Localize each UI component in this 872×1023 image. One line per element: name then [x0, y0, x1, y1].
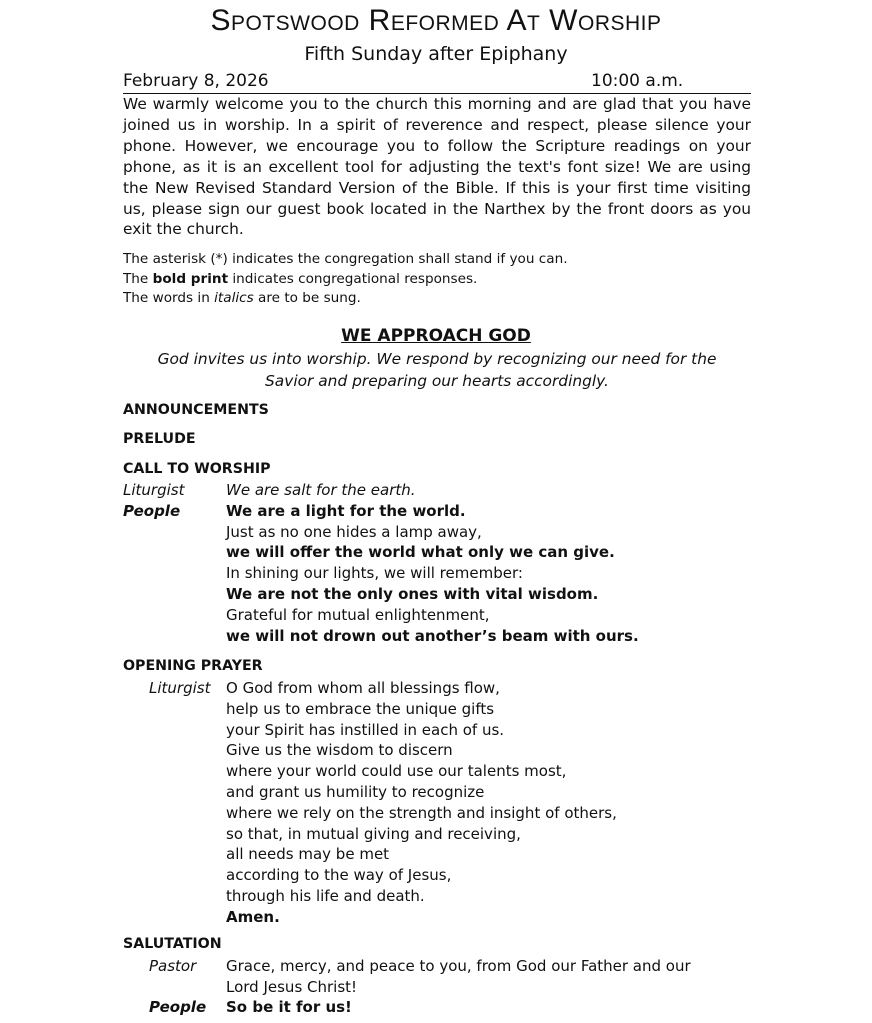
welcome-paragraph: We warmly welcome you to the church this morning and are glad that you have joined us in worship. In a spirit of reverence and respect, please silence your phone. However, we encourage you to follow the Scripture readings on your phone, as it is an excellent tool for adjusting the text's font size! We are using the New Revised Standard Version of the Bible. If this is your first time visiting us, please sign our guest book located in the Narthex by the front doors as you exit the church.: [123, 95, 751, 239]
liturgist-label: Liturgist: [149, 679, 211, 697]
prayer-line: Give us the wisdom to discern: [226, 741, 453, 760]
prayer-line: O God from whom all blessings flow,: [226, 679, 500, 697]
liturgy-line: In shining our lights, we will remember:: [226, 564, 523, 583]
service-time: 10:00 a.m.: [591, 71, 684, 91]
bold-note-prefix: The: [123, 270, 153, 287]
section-description-line: God invites us into worship. We respond by recognizing our need for the: [157, 350, 717, 368]
prayer-line: through his life and death.: [226, 886, 425, 905]
notation-notes: [123, 250, 568, 309]
salutation-pastor-lines: [226, 956, 756, 998]
response-line: we will offer the world what only we can give.: [226, 543, 615, 562]
bulletin-title: Spotswood Reformed At Worship: [210, 4, 662, 37]
section-title: WE APPROACH GOD: [341, 326, 531, 346]
pastor-label: Pastor: [149, 957, 197, 975]
prayer-line: help us to embrace the unique gifts: [226, 699, 495, 718]
prelude-heading: PRELUDE: [123, 431, 196, 447]
section-description-line: Savior and preparing our hearts accordingly.: [265, 372, 609, 390]
bulletin-subtitle: Fifth Sunday after Epiphany: [304, 43, 568, 65]
prayer-line: and grant us humility to recognize: [226, 782, 485, 801]
bold-note-keyword: bold print: [152, 270, 229, 287]
prayer-line: so that, in mutual giving and receiving,: [226, 824, 521, 843]
liturgy-line: Just as no one hides a lamp away,: [226, 522, 482, 541]
asterisk-note: The asterisk (*) indicates the congregation shall stand if you can.: [123, 251, 568, 267]
prayer-line: according to the way of Jesus,: [226, 866, 452, 885]
pastor-line: Lord Jesus Christ!: [226, 977, 358, 996]
amen-line: Amen.: [226, 907, 280, 926]
section-description: [123, 348, 751, 392]
italic-note: [123, 289, 568, 309]
response-line: We are not the only ones with vital wisdom.: [226, 584, 599, 603]
prayer-line: your Spirit has instilled in each of us.: [226, 720, 505, 739]
date-time-line: [123, 70, 751, 94]
bold-note: [123, 270, 568, 290]
prayer-line: where your world could use our talents most,: [226, 762, 567, 781]
response-line: we will not drown out another’s beam with ours.: [226, 626, 639, 645]
prayer-line: all needs may be met: [226, 845, 390, 864]
liturgy-line: We are salt for the earth.: [226, 481, 416, 499]
response-line: We are a light for the world.: [226, 501, 466, 520]
liturgy-line: Grateful for mutual enlightenment,: [226, 605, 490, 624]
opening-prayer-lines: [226, 678, 756, 928]
call-to-worship-lines: [226, 480, 756, 646]
call-to-worship-heading: CALL TO WORSHIP: [123, 461, 271, 477]
service-date: February 8, 2026: [123, 71, 269, 91]
bold-note-suffix: indicates congregational responses.: [228, 270, 478, 287]
italic-note-suffix: are to be sung.: [253, 290, 361, 306]
salutation-people-line: So be it for us!: [226, 998, 352, 1016]
italic-note-keyword: italics: [214, 290, 254, 306]
italic-note-prefix: The words in: [123, 290, 215, 306]
people-label: People: [123, 502, 181, 520]
liturgist-label: Liturgist: [123, 481, 185, 499]
people-label: People: [149, 998, 207, 1016]
prayer-line: where we rely on the strength and insight of others,: [226, 803, 617, 822]
announcements-heading: ANNOUNCEMENTS: [123, 402, 269, 418]
salutation-heading: SALUTATION: [123, 936, 222, 952]
opening-prayer-heading: OPENING PRAYER: [123, 658, 263, 674]
pastor-line: Grace, mercy, and peace to you, from God our Father and our: [226, 957, 691, 975]
